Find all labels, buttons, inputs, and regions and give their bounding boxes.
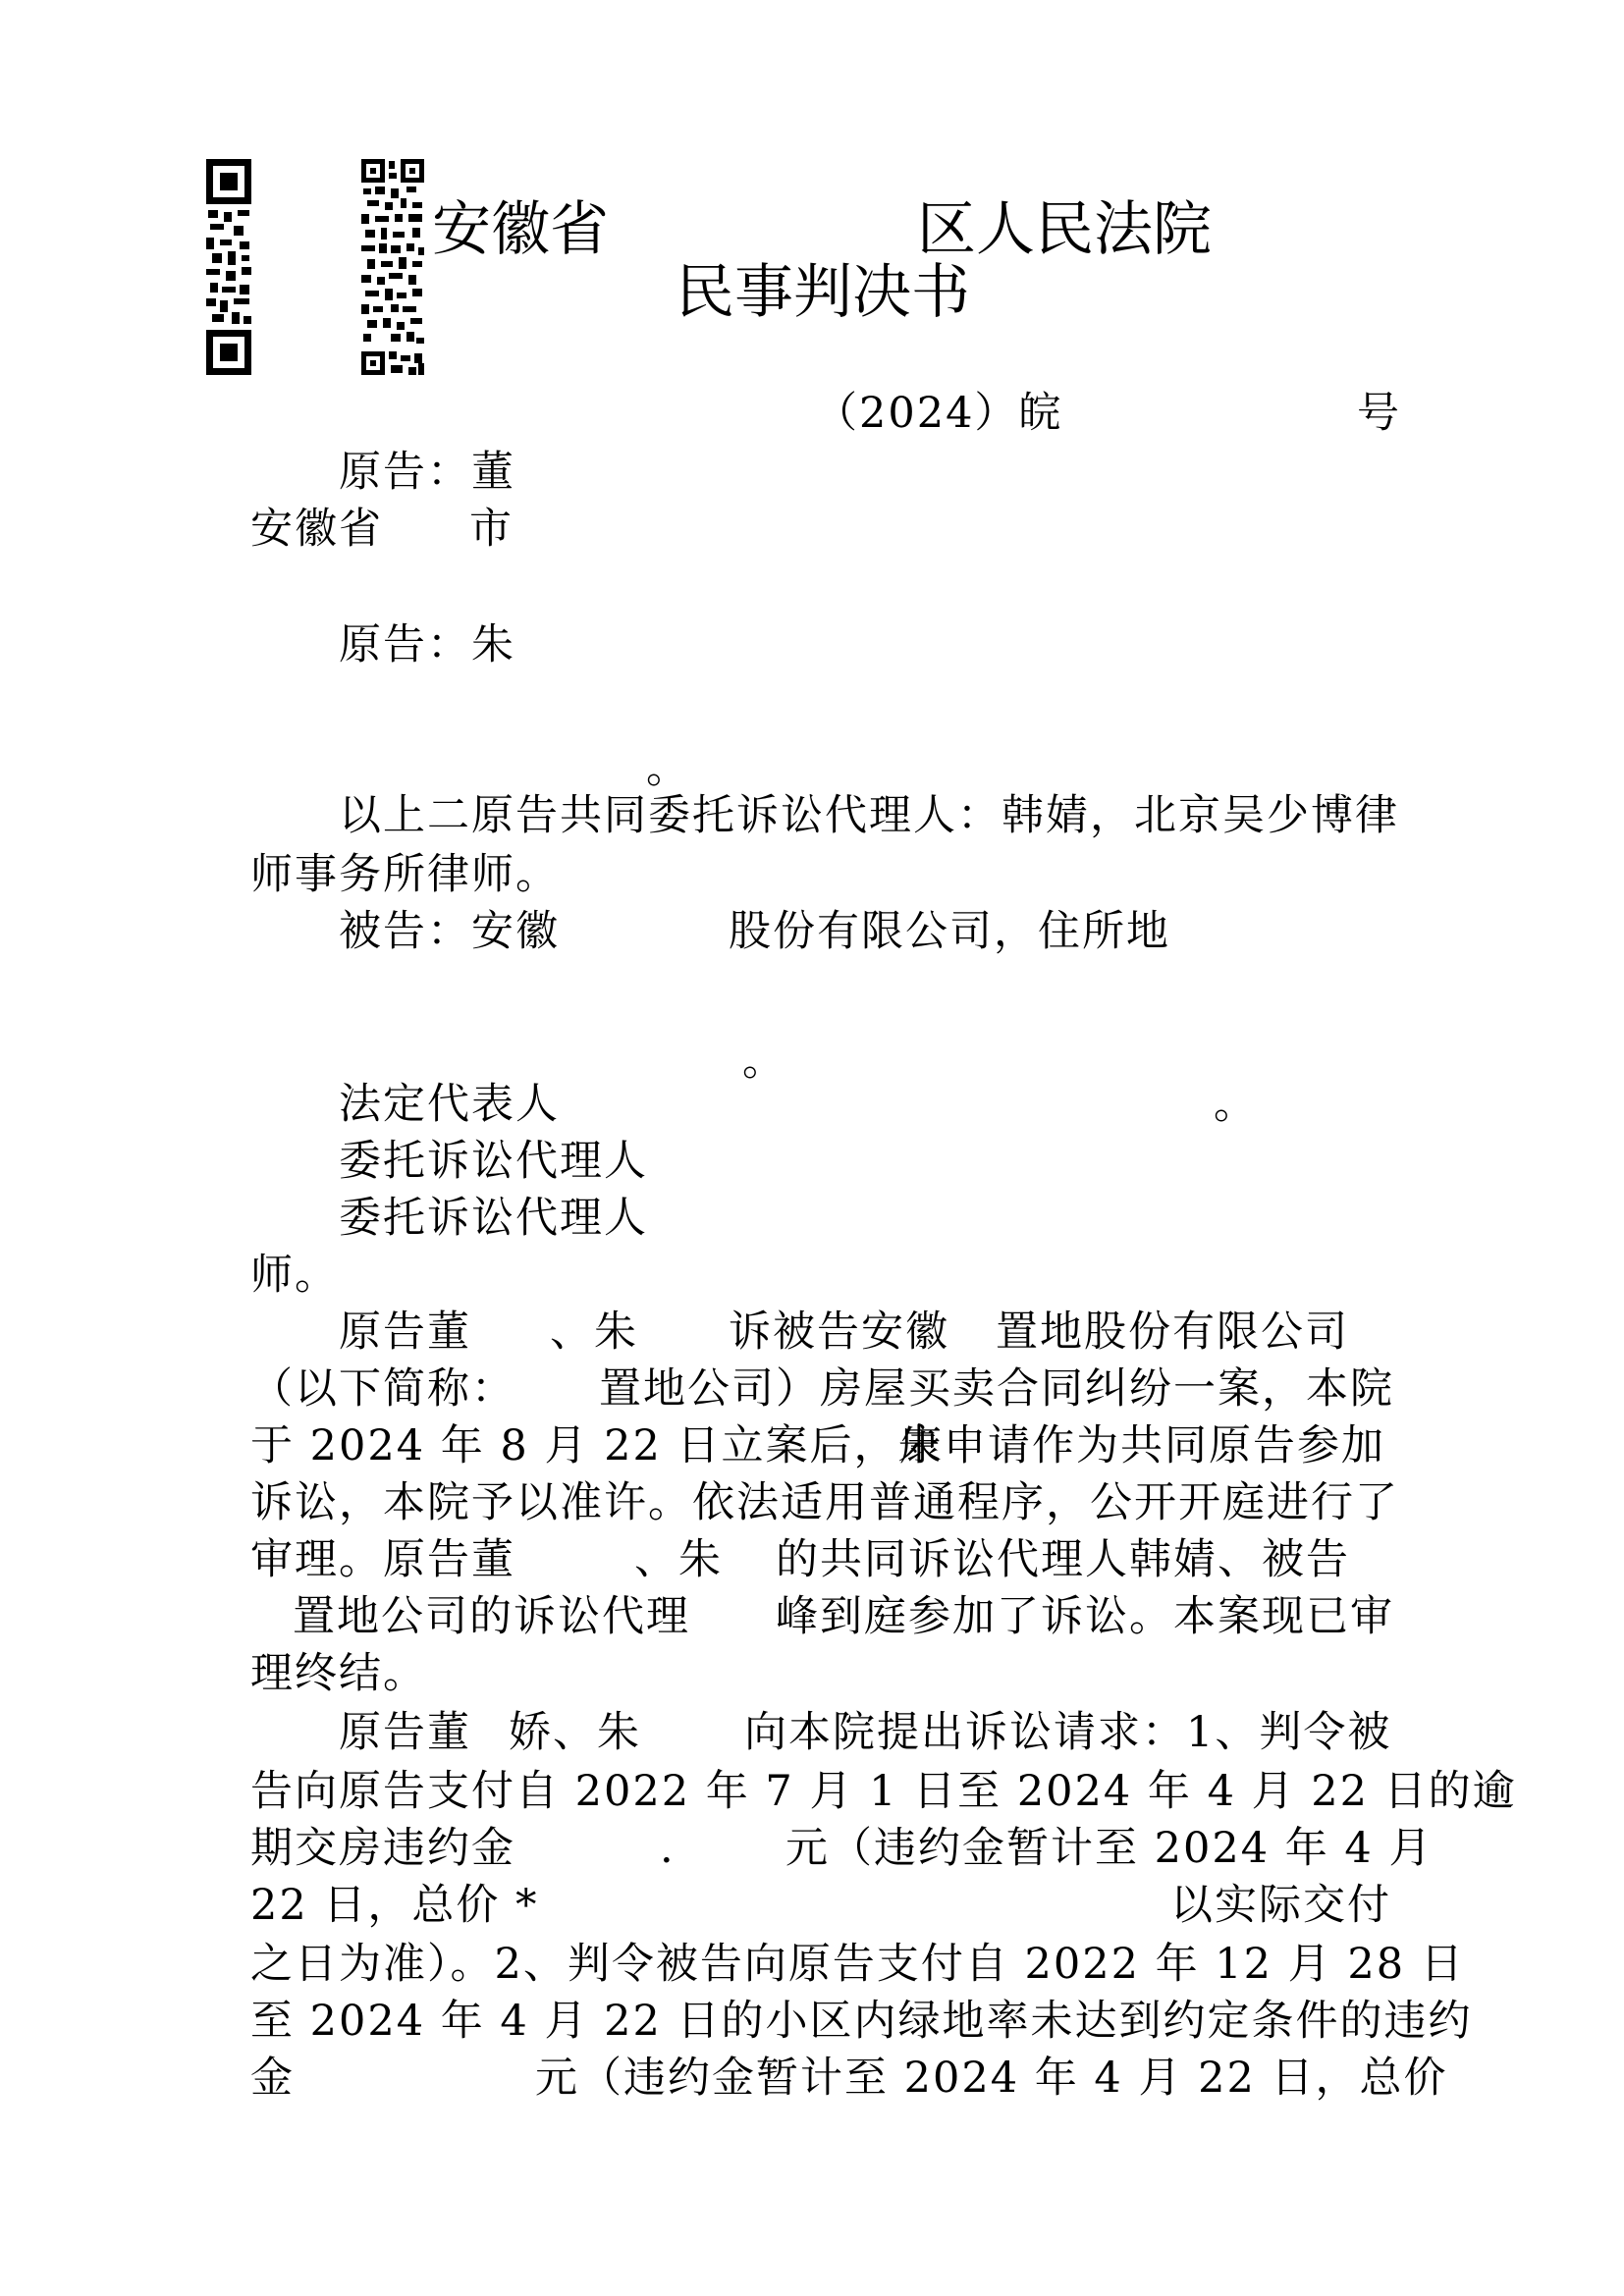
claims-intro-part-1: 原告董 — [339, 1708, 471, 1757]
claim-2-text-cont: 至 2024 年 4 月 22 日的小区内绿地率未达到约定条件的违约 — [250, 1997, 1473, 2046]
claim-2-text-cont-2: 金 — [250, 2054, 295, 2103]
case-intro-part-1: 原告董 — [339, 1308, 471, 1357]
claim-1-amount-decimal: . — [660, 1824, 676, 1873]
document-title: 民事判决书 — [676, 258, 970, 327]
claim-2-text-cont-3: 元（违约金暂计至 2024 年 4 月 22 日，总价 — [535, 2054, 1448, 2103]
claim-2-text: 之日为准）。2、判令被告向原告支付自 2022 年 12 月 28 日 — [250, 1940, 1465, 1989]
agent-statement: 以上二原告共同委托诉讼代理人：韩婧，北京吴少博律 — [339, 791, 1399, 840]
plaintiff-1-address-city: 市 — [469, 505, 514, 554]
body-line — [0, 1592, 1624, 1641]
body-line — [0, 1881, 1624, 1930]
claims-intro-part-2: 娇、朱 — [509, 1708, 641, 1757]
body-line — [0, 907, 1624, 956]
qr-code-icon — [206, 159, 251, 375]
trial-text-part-1: 审理。原告董 — [250, 1535, 515, 1584]
plaintiff-2-label: 原告：朱 — [339, 620, 515, 669]
body-line — [0, 1421, 1624, 1470]
claim-1-text-cont: 期交房违约金 — [250, 1824, 515, 1873]
plaintiff-1-label: 原告：董 — [339, 448, 515, 497]
court-name-left: 安徽省 — [432, 195, 609, 264]
case-number-prefix: （2024）皖 — [815, 389, 1063, 438]
court-name-right: 区人民法院 — [917, 195, 1212, 264]
trial-text-part-2: 、朱 — [634, 1535, 723, 1584]
defendant-company: 股份有限公司，住所地 — [729, 907, 1170, 956]
qr-code-icon — [361, 159, 424, 375]
trial-text-part-4: 置地公司的诉讼代理 — [293, 1592, 690, 1641]
defendant-address-end: 。 — [742, 1037, 786, 1086]
plaintiff-2-end-mark: 。 — [646, 744, 690, 793]
case-intro-abbrev: （以下简称： — [250, 1364, 515, 1414]
trial-concluded-text: 理终结。 — [250, 1649, 427, 1698]
claim-1-text-cont-3: 以实际交付 — [1170, 1881, 1391, 1930]
claim-1-text-cont-2: 元（违约金暂计至 2024 年 4 月 — [785, 1824, 1434, 1873]
legal-representative-label: 法定代表人 — [339, 1080, 560, 1129]
defendant-label: 被告：安徽 — [339, 907, 560, 956]
procedure-text: 诉讼，本院予以准许。依法适用普通程序，公开开庭进行了 — [250, 1478, 1399, 1527]
case-intro-part-4: 置地股份有限公司 — [996, 1308, 1349, 1357]
plaintiff-1-address-province: 安徽省 — [250, 505, 383, 554]
legal-representative-end: 。 — [1214, 1080, 1258, 1129]
claim-1-total-price: 22 日，总价 * — [250, 1881, 539, 1930]
body-line — [0, 1080, 1624, 1129]
body-line — [0, 1708, 1624, 1757]
trial-text-part-3: 的共同诉讼代理人韩婧、被告 — [776, 1535, 1350, 1584]
defendant-agent-2-label: 委托诉讼代理人 — [339, 1194, 648, 1243]
defendant-agent-2-end: 师。 — [250, 1251, 339, 1300]
body-line — [0, 1364, 1624, 1414]
defendant-agent-1-label: 委托诉讼代理人 — [339, 1137, 648, 1186]
body-line — [0, 1824, 1624, 1873]
claim-1-text: 告向原告支付自 2022 年 7 月 1 日至 2024 年 4 月 22 日的逾 — [250, 1767, 1517, 1816]
body-line — [0, 1308, 1624, 1357]
filing-date-text-cont: 康申请作为共同原告参加 — [899, 1421, 1385, 1470]
case-intro-part-2: 、朱 — [550, 1308, 638, 1357]
case-number — [0, 389, 1624, 438]
body-line — [0, 505, 1624, 554]
qr-code-left-graphic — [206, 159, 251, 375]
body-line — [0, 2054, 1624, 2103]
claims-intro-part-3: 向本院提出诉讼请求：1、判令被 — [744, 1708, 1392, 1757]
body-line — [0, 1535, 1624, 1584]
case-number-suffix: 号 — [1357, 389, 1401, 438]
filing-date-text: 于 2024 年 8 月 22 日立案后，朱 — [250, 1421, 943, 1470]
case-intro-abbrev-cont: 置地公司）房屋买卖合同纠纷一案，本院 — [599, 1364, 1394, 1414]
agent-statement-cont: 师事务所律师。 — [250, 850, 560, 899]
qr-code-right-graphic — [361, 159, 424, 375]
case-intro-part-3: 诉被告安徽 — [729, 1308, 949, 1357]
trial-text-part-5: 峰到庭参加了诉讼。本案现已审 — [776, 1592, 1394, 1641]
